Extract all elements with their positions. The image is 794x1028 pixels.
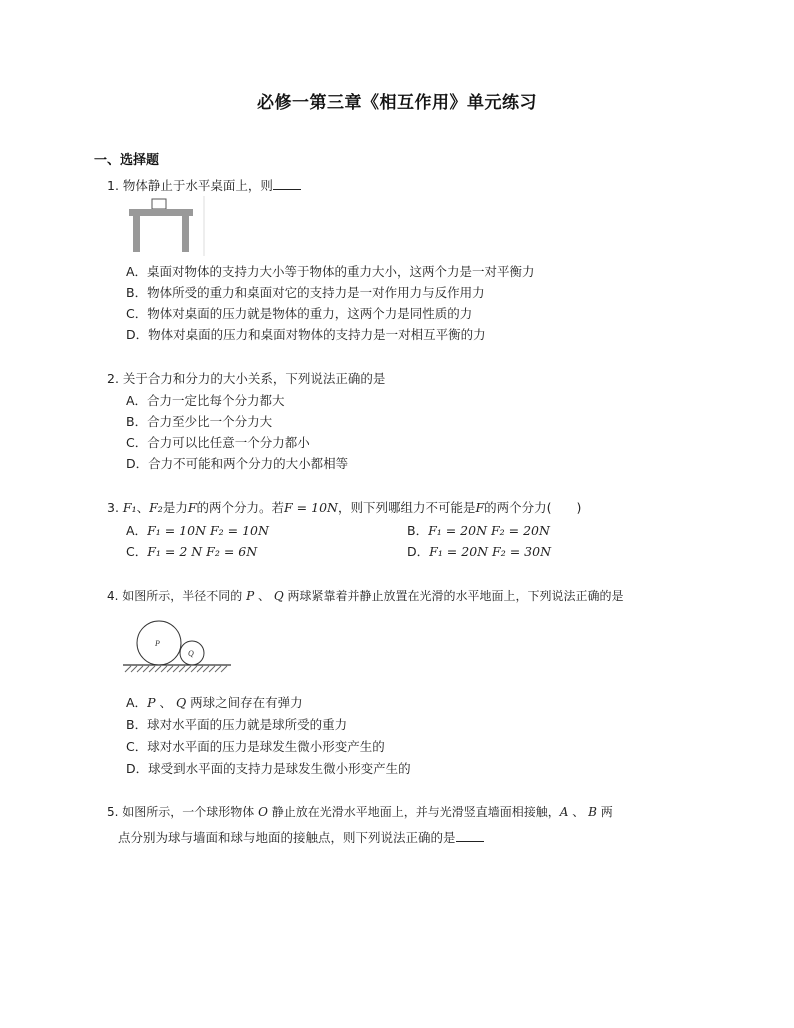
q3-text-a: 是力 [162,500,188,515]
q4-text-a: 4. 如图所示，半径不同的 [107,589,247,603]
q5-text-c: 两 [596,805,613,819]
q3-f: F [187,500,197,515]
q5-b: B [588,805,597,819]
q3-option-c-label: C． [126,544,148,559]
q1-option-a[interactable]: A．桌面对物体的支持力大小等于物体的重力大小，这两个力是一对平衡力 [126,264,535,279]
question-1-text: 1. 物体静止于水平桌面上，则 [107,178,273,193]
q5-text-a: 5. 如图所示，一个球形物体 [107,805,259,819]
q4-option-c[interactable]: C．球对水平面的压力是球发生微小形变产生的 [126,739,385,754]
object-box [152,199,166,209]
q2-option-a[interactable]: A．合力一定比每个分力都大 [126,393,285,408]
q3-option-d-value: F₁ = 20N F₂ = 30N [429,544,552,559]
q5-sep: 、 [568,805,589,819]
q5-line-2-text: 点分别为球与墙面和球与地面的接触点，则下列说法正确的是 [118,830,456,845]
q5-a: A [559,805,569,819]
q1-option-c[interactable]: C．物体对桌面的压力就是物体的重力，这两个力是同性质的力 [126,306,473,321]
q3-option-b[interactable] [407,520,550,541]
page-title: 必修一第三章《相互作用》单元练习 [257,93,537,113]
q4-option-d[interactable]: D．球受到水平面的支持力是球发生微小形变产生的 [126,761,411,776]
q4-option-b[interactable]: B．球对水平面的压力就是球所受的重力 [126,717,348,732]
answer-blank [456,829,484,842]
q1-option-d[interactable]: D．物体对桌面的压力和桌面对物体的支持力是一对相互平衡的力 [126,327,486,342]
q4-option-a[interactable] [126,692,303,713]
q3-f1: F₁ [122,500,137,515]
q3-f2: F₂ [149,500,163,515]
q4-option-a-sep: 、 [155,695,176,710]
q3-option-d-label: D． [407,544,430,559]
q3-option-b-label: B． [407,523,429,538]
q3-option-a-label: A． [126,523,148,538]
q5-text-b: 静止放在光滑水平地面上，并与光滑竖直墙面相接触， [267,805,560,819]
q1-option-b[interactable]: B．物体所受的重力和桌面对它的支持力是一对作用力与反作用力 [126,285,485,300]
q4-option-a-p: P [147,695,156,710]
q2-option-d[interactable]: D．合力不可能和两个分力的大小都相等 [126,456,349,471]
q3-sep: 、 [136,500,150,515]
question-2-stem: 2. 关于合力和分力的大小关系，下列说法正确的是 [107,371,386,386]
q2-option-c[interactable]: C．合力可以比任意一个分力都小 [126,435,310,450]
question-1-stem [107,175,301,196]
q3-equation: F = 10N [284,500,338,515]
q5-o: O [258,805,268,819]
balls-figure [121,617,235,673]
q4-option-a-q: Q [175,695,187,710]
q3-option-c[interactable] [126,541,257,562]
table-top [129,209,193,216]
q4-q: Q [273,589,284,603]
ball-q-label: Q [188,649,194,658]
question-5-line-2 [118,827,484,848]
question-4-stem [107,586,623,607]
q4-option-a-text: 两球之间存在有弹力 [186,695,303,710]
table-figure [126,196,206,258]
q3-option-d[interactable] [407,541,551,562]
q3-text-c: ，则下列哪组力不可能是 [337,500,476,515]
q4-p: P [246,589,255,603]
q3-text-d: 的两个分力( ) [484,500,582,515]
q3-option-b-value: F₁ = 20N F₂ = 20N [428,523,550,538]
ground-hatching [125,666,227,672]
q4-sep: 、 [254,589,274,603]
question-3-stem [107,497,581,518]
q3-option-c-value: F₁ = 2 N F₂ = 6N [147,544,258,559]
answer-blank [273,177,301,190]
q3-option-a-value: F₁ = 10N F₂ = 10N [147,523,269,538]
q3-option-a[interactable] [126,520,269,541]
table-leg-left [133,216,140,252]
q4-text-b: 两球紧靠着并静止放置在光滑的水平地面上，下列说法正确的是 [283,589,624,603]
question-5-line-1 [107,802,613,823]
q3-number: 3. [107,500,119,515]
section-heading: 一、选择题 [94,153,160,168]
q4-option-a-label: A． [126,695,148,710]
q3-text-b: 的两个分力。若 [196,500,285,515]
q3-f-again: F [475,500,485,515]
q2-option-b[interactable]: B．合力至少比一个分力大 [126,414,273,429]
table-leg-right [182,216,189,252]
ball-p-label: P [155,639,160,648]
